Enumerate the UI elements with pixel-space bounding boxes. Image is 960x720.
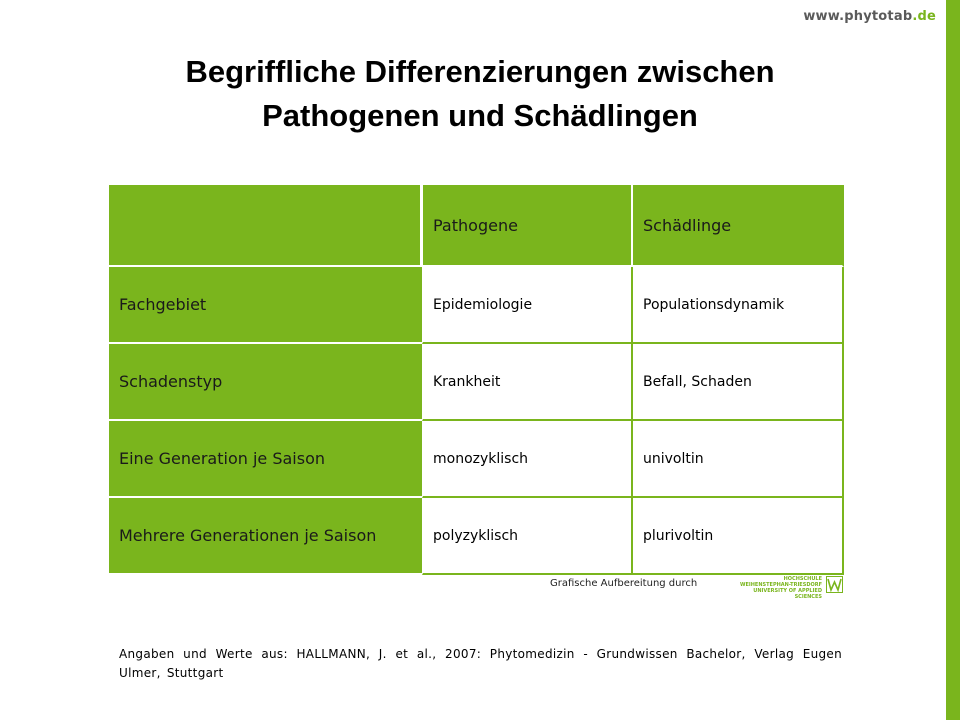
cell-schaedlinge: univoltin bbox=[633, 421, 844, 498]
header-empty-cell bbox=[109, 185, 422, 267]
credit-text: Grafische Aufbereitung durch bbox=[550, 578, 698, 589]
url-name: phytotab bbox=[844, 9, 913, 24]
row-label: Mehrere Generationen je Saison bbox=[109, 498, 422, 575]
cell-pathogene: polyzyklisch bbox=[422, 498, 633, 575]
logo-line-2: WEIHENSTEPHAN-TRIESDORF bbox=[739, 582, 822, 588]
cell-pathogene: Epidemiologie bbox=[422, 267, 633, 344]
row-label: Fachgebiet bbox=[109, 267, 422, 344]
header-pathogene: Pathogene bbox=[422, 185, 633, 267]
cell-pathogene: Krankheit bbox=[422, 344, 633, 421]
comparison-table bbox=[109, 185, 844, 575]
table-row bbox=[109, 344, 844, 421]
row-label: Schadenstyp bbox=[109, 344, 422, 421]
title-line-1: Begriffliche Differenzierungen zwischen bbox=[185, 54, 775, 89]
header-schaedlinge: Schädlinge bbox=[633, 185, 844, 267]
logo-line-3: UNIVERSITY OF APPLIED SCIENCES bbox=[753, 588, 822, 600]
table-row bbox=[109, 421, 844, 498]
slide-title bbox=[0, 50, 960, 138]
table-header-row bbox=[109, 185, 844, 267]
source-citation: Angaben und Werte aus: HALLMANN, J. et al., 2007: Phytomedizin - Grundwissen Bachelor, Verlag Eugen Ulmer, Stuttgart bbox=[119, 647, 842, 680]
title-line-2: Pathogenen und Schädlingen bbox=[262, 98, 698, 133]
cell-schaedlinge: plurivoltin bbox=[633, 498, 844, 575]
university-logo bbox=[728, 575, 844, 600]
logo-line-1: HOCHSCHULE bbox=[783, 576, 822, 582]
row-label: Eine Generation je Saison bbox=[109, 421, 422, 498]
url-prefix: www. bbox=[803, 9, 845, 24]
cell-pathogene: monozyklisch bbox=[422, 421, 633, 498]
table-row bbox=[109, 498, 844, 575]
table-row bbox=[109, 267, 844, 344]
cell-schaedlinge: Befall, Schaden bbox=[633, 344, 844, 421]
logo-mark-icon bbox=[826, 576, 843, 593]
cell-schaedlinge: Populationsdynamik bbox=[633, 267, 844, 344]
site-url[interactable] bbox=[803, 9, 936, 24]
url-tld: .de bbox=[912, 9, 936, 24]
logo-text bbox=[728, 576, 822, 600]
